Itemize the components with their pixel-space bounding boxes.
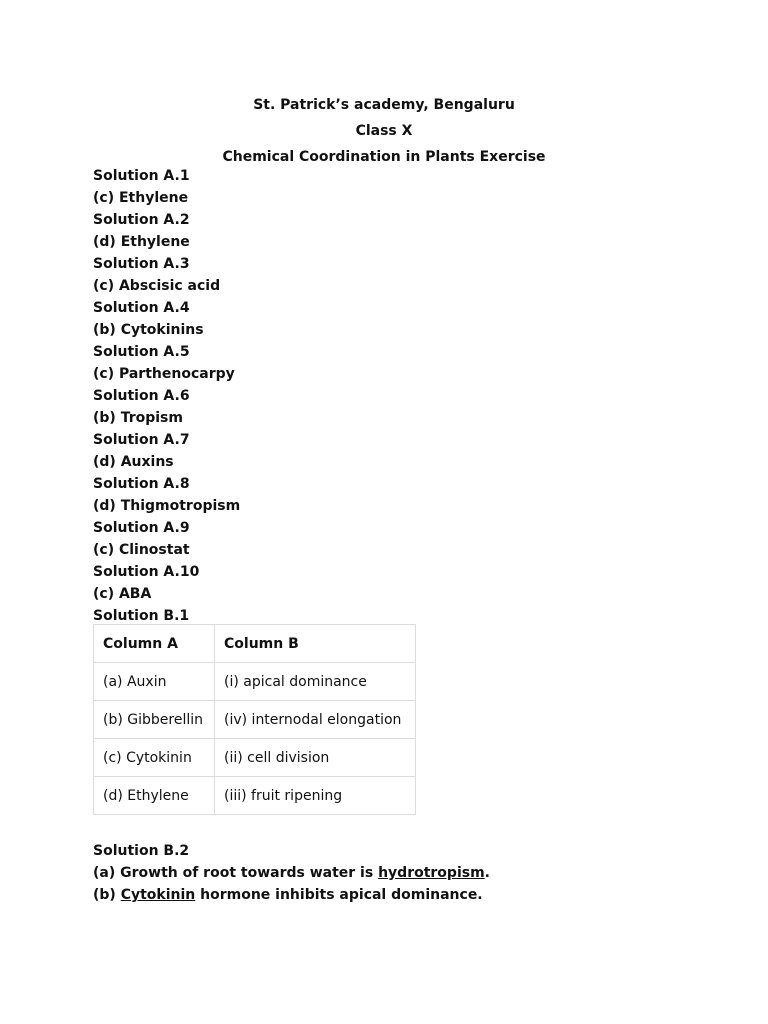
- solution-heading: Solution A.2: [93, 212, 190, 228]
- column-header: Column A: [94, 625, 215, 663]
- solution-heading: Solution A.6: [93, 388, 190, 404]
- table-cell: (ii) cell division: [215, 739, 416, 777]
- solution-heading: Solution A.8: [93, 476, 190, 492]
- b2-b-underlined-answer: Cytokinin: [120, 887, 196, 903]
- solution-answer: (c) Clinostat: [93, 542, 190, 558]
- table-cell: (b) Gibberellin: [94, 701, 215, 739]
- solution-heading: Solution A.5: [93, 344, 190, 360]
- section-a-answers: [93, 165, 693, 627]
- solution-answer: (c) Abscisic acid: [93, 278, 221, 294]
- solution-answer: (d) Auxins: [93, 454, 174, 470]
- document-header: [0, 92, 768, 170]
- solution-answer: (d) Thigmotropism: [93, 498, 241, 514]
- b2-a-underlined-answer: hydrotropism: [378, 865, 485, 881]
- b2-answer-b: [93, 884, 733, 906]
- document-title: Chemical Coordination in Plants Exercise: [222, 149, 546, 165]
- solution-heading: Solution A.7: [93, 432, 190, 448]
- table-row: [94, 701, 416, 739]
- table-header-row: [94, 625, 416, 663]
- table-cell: (d) Ethylene: [94, 777, 215, 815]
- table-cell: (iii) fruit ripening: [215, 777, 416, 815]
- solution-answer: (d) Ethylene: [93, 234, 190, 250]
- b2-b-prefix: (b): [93, 887, 121, 903]
- solution-heading: Solution A.1: [93, 168, 190, 184]
- match-table: [93, 624, 416, 815]
- table-cell: (i) apical dominance: [215, 663, 416, 701]
- table-row: [94, 663, 416, 701]
- table-row: [94, 777, 416, 815]
- table-cell: (iv) internodal elongation: [215, 701, 416, 739]
- solution-answer: (c) Ethylene: [93, 190, 189, 206]
- table-row: [94, 739, 416, 777]
- solution-heading: Solution A.4: [93, 300, 190, 316]
- solution-heading: Solution A.9: [93, 520, 190, 536]
- solution-heading: Solution A.10: [93, 564, 200, 580]
- b2-a-prefix: (a) Growth of root towards water is: [93, 865, 379, 881]
- solution-heading: Solution A.3: [93, 256, 190, 272]
- school-name: St. Patrick’s academy, Bengaluru: [253, 97, 515, 113]
- table-cell: (c) Cytokinin: [94, 739, 215, 777]
- table-cell: (a) Auxin: [94, 663, 215, 701]
- solution-answer: (c) Parthenocarpy: [93, 366, 235, 382]
- solution-b1-heading: Solution B.1: [93, 608, 190, 624]
- b2-a-suffix: .: [484, 865, 490, 881]
- b2-answer-a: [93, 862, 733, 884]
- solution-answer: (b) Cytokinins: [93, 322, 204, 338]
- column-header: Column B: [215, 625, 416, 663]
- class-label: Class X: [355, 123, 413, 139]
- section-b2: [93, 840, 733, 906]
- solution-answer: (b) Tropism: [93, 410, 183, 426]
- solution-b2-heading: Solution B.2: [93, 843, 190, 859]
- solution-answer: (c) ABA: [93, 586, 152, 602]
- b2-b-suffix: hormone inhibits apical dominance.: [195, 887, 483, 903]
